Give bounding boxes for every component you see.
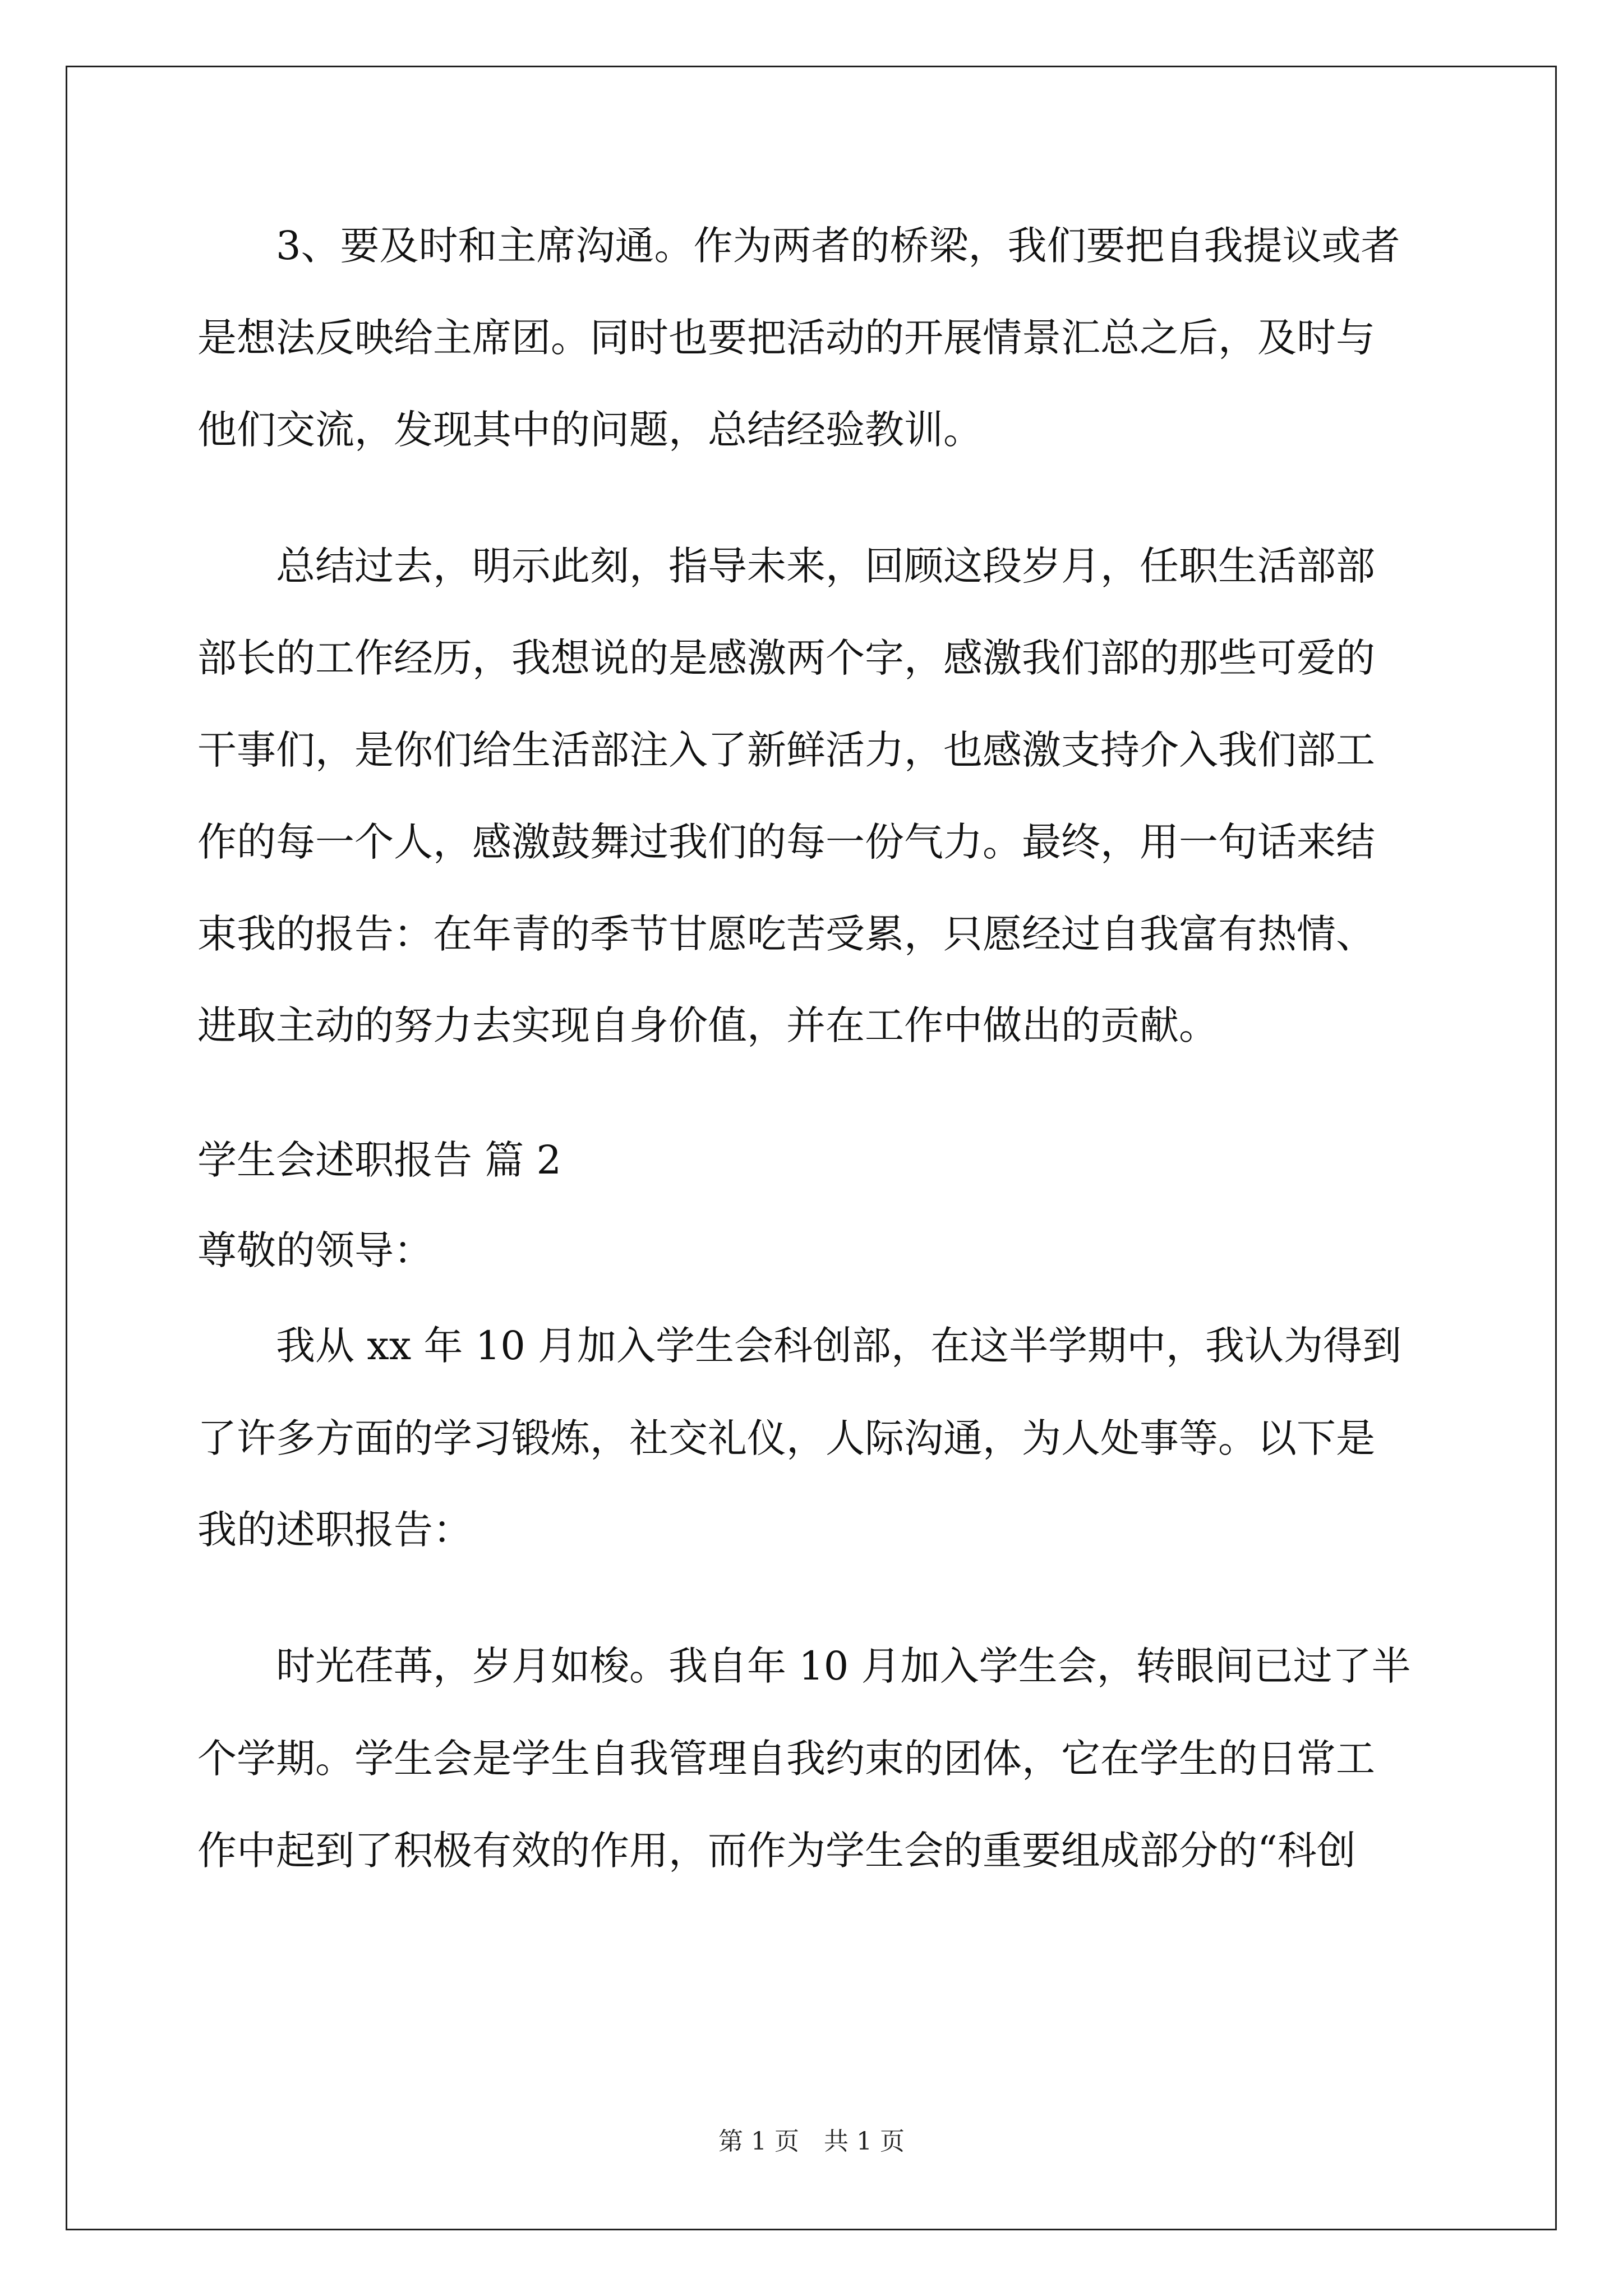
page-footer: 第 1 页 共 1 页 (718, 2127, 905, 2156)
paragraph-line: 作中起到了积极有效的作用，而作为学生会的重要组成部分的“科创 (197, 1828, 1356, 1874)
paragraph-line: 了许多方面的学习锻炼，社交礼仪，人际沟通，为人处事等。以下是 (197, 1415, 1375, 1461)
paragraph-line: 他们交流，发现其中的问题，总结经验教训。 (197, 407, 983, 453)
paragraph-line: 作的每一个人，感激鼓舞过我们的每一份气力。最终，用一句话来结 (197, 819, 1375, 865)
paragraph-line: 干事们，是你们给生活部注入了新鲜活力，也感激支持介入我们部工 (197, 727, 1375, 773)
paragraph-line: 束我的报告：在年青的季节甘愿吃苦受累，只愿经过自我富有热情、 (197, 911, 1375, 957)
paragraph-line: 时光荏苒，岁月如梭。我自年 10 月加入学生会，转眼间已过了半 (197, 1643, 1411, 1689)
salutation: 尊敬的领导： (197, 1227, 433, 1273)
paragraph-line: 我从 xx 年 10 月加入学生会科创部，在这半学期中，我认为得到 (197, 1323, 1402, 1369)
paragraph-line: 总结过去，明示此刻，指导未来，回顾这段岁月，任职生活部部 (197, 543, 1375, 589)
paragraph-line: 我的述职报告： (197, 1507, 472, 1553)
paragraph-line: 3、要及时和主席沟通。作为两者的桥梁，我们要把自我提议或者 (197, 223, 1400, 269)
paragraph-line: 个学期。学生会是学生自我管理自我约束的团体，它在学生的日常工 (197, 1736, 1375, 1782)
paragraph-line: 部长的工作经历，我想说的是感激两个字，感激我们部的那些可爱的 (197, 635, 1375, 681)
paragraph-line: 是想法反映给主席团。同时也要把活动的开展情景汇总之后，及时与 (197, 315, 1375, 361)
paragraph-line: 进取主动的努力去实现自身价值，并在工作中做出的贡献。 (197, 1002, 1218, 1048)
section-heading: 学生会述职报告 篇 2 (197, 1137, 562, 1183)
